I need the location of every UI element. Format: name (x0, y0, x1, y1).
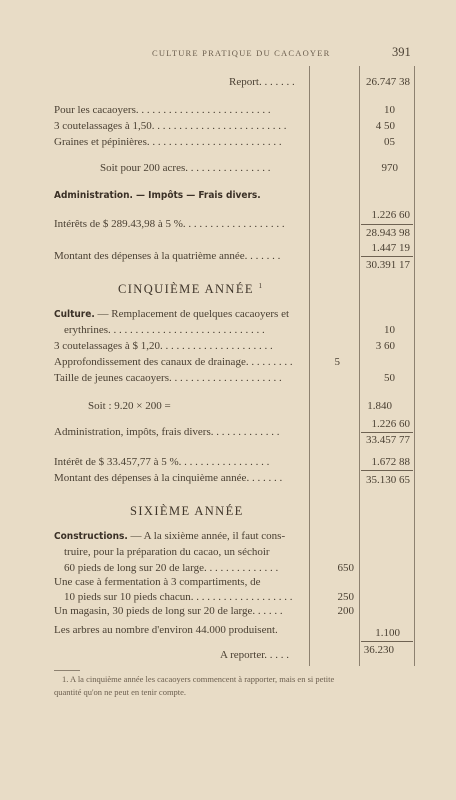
amount-taille: 50 (384, 372, 395, 384)
reporter-amount: 36.230 (363, 644, 394, 656)
constructions-line-1: Constructions. — A la sixième année, il faut cons- (54, 530, 286, 542)
section-title-5: CINQUIÈME ANNÉE $^1$ (118, 282, 264, 297)
amount-coutelassages-5: 3 60 (375, 340, 395, 352)
page-number: 391 (392, 45, 411, 59)
column-rule-right (414, 66, 415, 666)
subtotal-amount: 970 (381, 162, 398, 174)
arbres-line: Les arbres au nombre d'environ 44.000 produisent. (54, 624, 278, 636)
line-drainage: Approfondissement des canaux de drainage. . . . . . . . . (54, 356, 293, 368)
report-amount: 26.747 38 (366, 76, 410, 88)
culture-line-2: erythrines. . . . . . . . . . . . . . . . . . . . . . . . . . . . . (64, 324, 265, 336)
interest-line-5: Intérêt de $ 33.457,77 à 5 %. . . . . . . . . . . . . . . . . (54, 456, 270, 468)
line-coutelassages-5: 3 coutelassages à $ 1,20. . . . . . . . . . . . . . . . . . . . . (54, 340, 273, 352)
footnote-line-2: quantité qu'on ne peut en tenir compte. (54, 687, 187, 697)
cumulative-5: 33.457 77 (366, 434, 410, 446)
column-rule-middle (359, 66, 360, 666)
amount-graines: 05 (384, 136, 395, 148)
line-coutelassages: 3 coutelassages à 1,50. . . . . . . . . . . . . . . . . . . . . . . . . (54, 120, 287, 132)
sum-rule (361, 470, 413, 471)
constructions-line-2: truire, pour la préparation du cacao, un séchoir (64, 546, 270, 558)
interest-amount-4: 1.226 60 (371, 209, 410, 221)
footnote-rule (54, 670, 80, 671)
report-line: Report. . . . . . . (229, 76, 295, 88)
line-cacaoyers: Pour les cacaoyers. . . . . . . . . . . . . . . . . . . . . . . . . (54, 104, 271, 116)
column-rule-left (309, 66, 310, 666)
footnote-line-1: 1. A la cinquième année les cacaoyers commencent à rapporter, mais en si petite (62, 674, 335, 684)
magasin-amount: 200 (337, 605, 354, 617)
total-line-4: Montant des dépenses à la quatrième année. . . . . . . (54, 250, 281, 262)
arbres-amount: 1.100 (375, 627, 400, 639)
case-line-2: 10 pieds sur 10 pieds chacun. . . . . . . . . . . . . . . . . . . (64, 591, 293, 603)
sum-rule (361, 432, 413, 433)
constructions-line-3: 60 pieds de long sur 20 de large. . . . . . . . . . . . . . (64, 562, 279, 574)
culture-line-1: Culture. — Remplacement de quelques cacaoyers et (54, 308, 290, 320)
cumulative-4: 28.943 98 (366, 227, 410, 239)
line-graines: Graines et pépinières. . . . . . . . . . . . . . . . . . . . . . . . . (54, 136, 282, 148)
total-line-5: Montant des dépenses à la cinquième année. . . . . . . (54, 472, 283, 484)
line-taille: Taille de jeunes cacaoyers. . . . . . . . . . . . . . . . . . . . . (54, 372, 282, 384)
amount-drainage: 5 (334, 356, 340, 368)
interest-amount-4b: 1.447 19 (371, 242, 410, 254)
case-line-1: Une case à fermentation à 3 compartiments, de (54, 576, 261, 588)
magasin-line: Un magasin, 30 pieds de long sur 20 de large. . . . . . (54, 605, 283, 617)
admin-amount-5: 1.226 60 (371, 418, 410, 430)
soit-label: Soit : 9.20 × 200 = (88, 400, 171, 412)
sum-rule (361, 641, 413, 642)
report-label: Report (229, 76, 259, 88)
reporter-line: A reporter. . . . . (220, 649, 290, 661)
admin-heading: Administration. — Impôts — Frais divers. (54, 190, 261, 201)
culture-amount: 10 (384, 324, 395, 336)
sum-rule (361, 224, 413, 225)
amount-coutelassages: 4 50 (375, 120, 395, 132)
amount-cacaoyers: 10 (384, 104, 395, 116)
constructions-amount: 650 (337, 562, 354, 574)
interest-line-4: Intérêts de $ 289.43,98 à 5 %. . . . . . . . . . . . . . . . . . . (54, 218, 285, 230)
admin-line-5: Administration, impôts, frais divers. . . . . . . . . . . . . (54, 426, 280, 438)
total-amount-4: 30.391 17 (366, 259, 410, 271)
sum-rule (361, 256, 413, 257)
total-amount-5: 35.130 65 (366, 474, 410, 486)
subtotal-line: Soit pour 200 acres. . . . . . . . . . . . . . . . (100, 162, 271, 174)
section-title-6: SIXIÈME ANNÉE (130, 504, 244, 518)
soit-amount: 1.840 (367, 400, 392, 412)
case-amount: 250 (337, 591, 354, 603)
interest-amount-5: 1.672 88 (371, 456, 410, 468)
running-title: CULTURE PRATIQUE DU CACAOYER (152, 48, 331, 58)
